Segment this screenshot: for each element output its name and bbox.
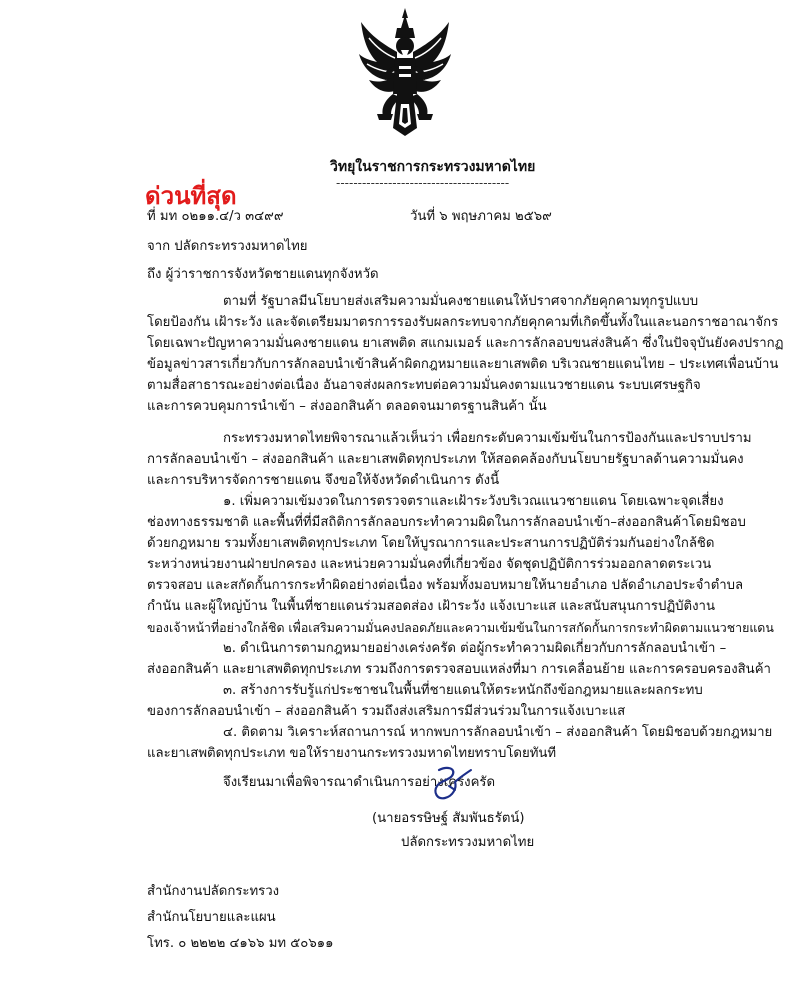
item-1-line: ตรวจสอบ และสกัดกั้นการกระทำผิดอย่างต่อเนื่อง พร้อมทั้งมอบหมายให้นายอำเภอ ปลัดอำเภอประจำตำบล [147,578,744,593]
urgent-label: ด่วนที่สุด [145,182,237,210]
item-1-line: ระหว่างหน่วยงานฝ่ายปกครอง และหน่วยความมั่นคงที่เกี่ยวข้อง จัดชุดปฏิบัติการร่วมออกลาดตระเวน [147,557,712,572]
item-1-line: ด้วยกฎหมาย รวมทั้งยาเสพติดทุกประเภท โดยให้บูรณาการและประสานการปฏิบัติร่วมกันอย่างใกล้ชิด [147,536,715,551]
garuda-emblem-icon [357,8,453,138]
paragraph-1-line: ตามสื่อสาธารณะอย่างต่อเนื่อง อันอาจส่งผลกระทบต่อความมั่นคงตามแนวชายแดน ระบบเศรษฐกิจ [147,378,701,393]
item-2-line: ๒. ดำเนินการตามกฎหมายอย่างเคร่งครัด ต่อผู้กระทำความผิดเกี่ยวกับการลักลอบนำเข้า – [223,641,727,656]
item-1-line: ของเจ้าหน้าที่อย่างใกล้ชิด เพื่อเสริมความมั่นคงปลอดภัยและความเข้มข้นในการสกัดกั้นการกระทำผิดตามแนวชายแดน [147,620,774,635]
paragraph-1-line: โดยป้องกัน เฝ้าระวัง และจัดเตรียมมาตรการรองรับผลกระทบจากภัยคุกคามที่เกิดขึ้นทั้งในและนอกราชอาณาจักร [147,315,779,330]
title-underline: ---------------------------------------- [336,176,510,190]
item-1-line: กำนัน และผู้ใหญ่บ้าน ในพื้นที่ชายแดนร่วมสอดส่อง เฝ้าระวัง แจ้งเบาะแส และสนับสนุนการปฏิบัติงาน [147,599,715,614]
item-1-line: ช่องทางธรรมชาติ และพื้นที่ที่มีสถิติการลักลอบกระทำความผิดในการลักลอบนำเข้า–ส่งออกสินค้าโดยมิชอบ [147,515,746,530]
paragraph-1-line: ข้อมูลข่าวสารเกี่ยวกับการลักลอบนำเข้าสินค้าผิดกฎหมายและยาเสพติด บริเวณชายแดนไทย – ประเทศเพื่อนบ้าน [147,357,779,372]
paragraph-1-line: ตามที่ รัฐบาลมีนโยบายส่งเสริมความมั่นคงชายแดนให้ปราศจากภัยคุกคามทุกรูปแบบ [223,294,699,309]
item-2-line: ส่งออกสินค้า และยาเสพติดทุกประเภท รวมถึงการตรวจสอบแหล่งที่มา การเคลื่อนย้าย และการครอบครองสินค้า [147,662,771,677]
signer-title: ปลัดกระทรวงมหาดไทย [401,835,535,850]
to-line: ถึง ผู้ว่าราชการจังหวัดชายแดนทุกจังหวัด [147,267,379,282]
item-3-line: ของการลักลอบนำเข้า – ส่งออกสินค้า รวมถึงส่งเสริมการมีส่วนร่วมในการแจ้งเบาะแส [147,704,626,719]
paragraph-1-line: โดยเฉพาะปัญหาความมั่นคงชายแดน ยาเสพติด สแกมเมอร์ และการลักลอบขนส่งสินค้า ซึ่งในปัจจุบันยังคงปรากฏ [147,336,784,351]
office-phone: โทร. ๐ ๒๒๒๒ ๔๑๖๖ มท ๕๐๖๑๑ [147,936,334,951]
item-3-line: ๓. สร้างการรับรู้แก่ประชาชนในพื้นที่ชายแดนให้ตระหนักถึงข้อกฎหมายและผลกระทบ [223,683,703,698]
from-line: จาก ปลัดกระทรวงมหาดไทย [147,239,308,254]
signer-name: (นายอรรษิษฐ์ สัมพันธรัตน์) [372,811,525,826]
radio-title: วิทยุในราชการกระทรวงมหาดไทย [330,159,536,175]
paragraph-1-line: และการควบคุมการนำเข้า – ส่งออกสินค้า ตลอดจนมาตรฐานสินค้า นั้น [147,399,547,414]
paragraph-2-line: การลักลอบนำเข้า – ส่งออกสินค้า และยาเสพติดทุกประเภท ให้สอดคล้องกับนโยบายรัฐบาลด้านความมั่นคง [147,452,744,467]
office-line-1: สำนักงานปลัดกระทรวง [147,884,280,899]
signature-icon [425,760,485,810]
item-1-line: ๑. เพิ่มความเข้มงวดในการตรวจตราและเฝ้าระวังบริเวณแนวชายแดน โดยเฉพาะจุดเสี่ยง [223,494,724,509]
paragraph-2-line: กระทรวงมหาดไทยพิจารณาแล้วเห็นว่า เพื่อยกระดับความเข้มข้นในการป้องกันและปราบปราม [223,431,752,446]
item-4-line: ๔. ติดตาม วิเคราะห์สถานการณ์ หากพบการลักลอบนำเข้า – ส่งออกสินค้า โดยมิชอบด้วยกฎหมาย [223,725,773,740]
closing-line: จึงเรียนมาเพื่อพิจารณาดำเนินการอย่างเคร่งครัด [223,775,496,790]
office-line-2: สำนักนโยบายและแผน [147,910,276,925]
document-number: ที่ มท ๐๒๑๑.๔/ว ๓๔๙๙ [147,209,284,224]
paragraph-2-line: และการบริหารจัดการชายแดน จึงขอให้จังหวัดดำเนินการ ดังนี้ [147,473,500,488]
document-date: วันที่ ๖ พฤษภาคม ๒๕๖๙ [410,209,552,224]
item-4-line: และยาเสพติดทุกประเภท ขอให้รายงานกระทรวงมหาดไทยทราบโดยทันที [147,746,557,761]
